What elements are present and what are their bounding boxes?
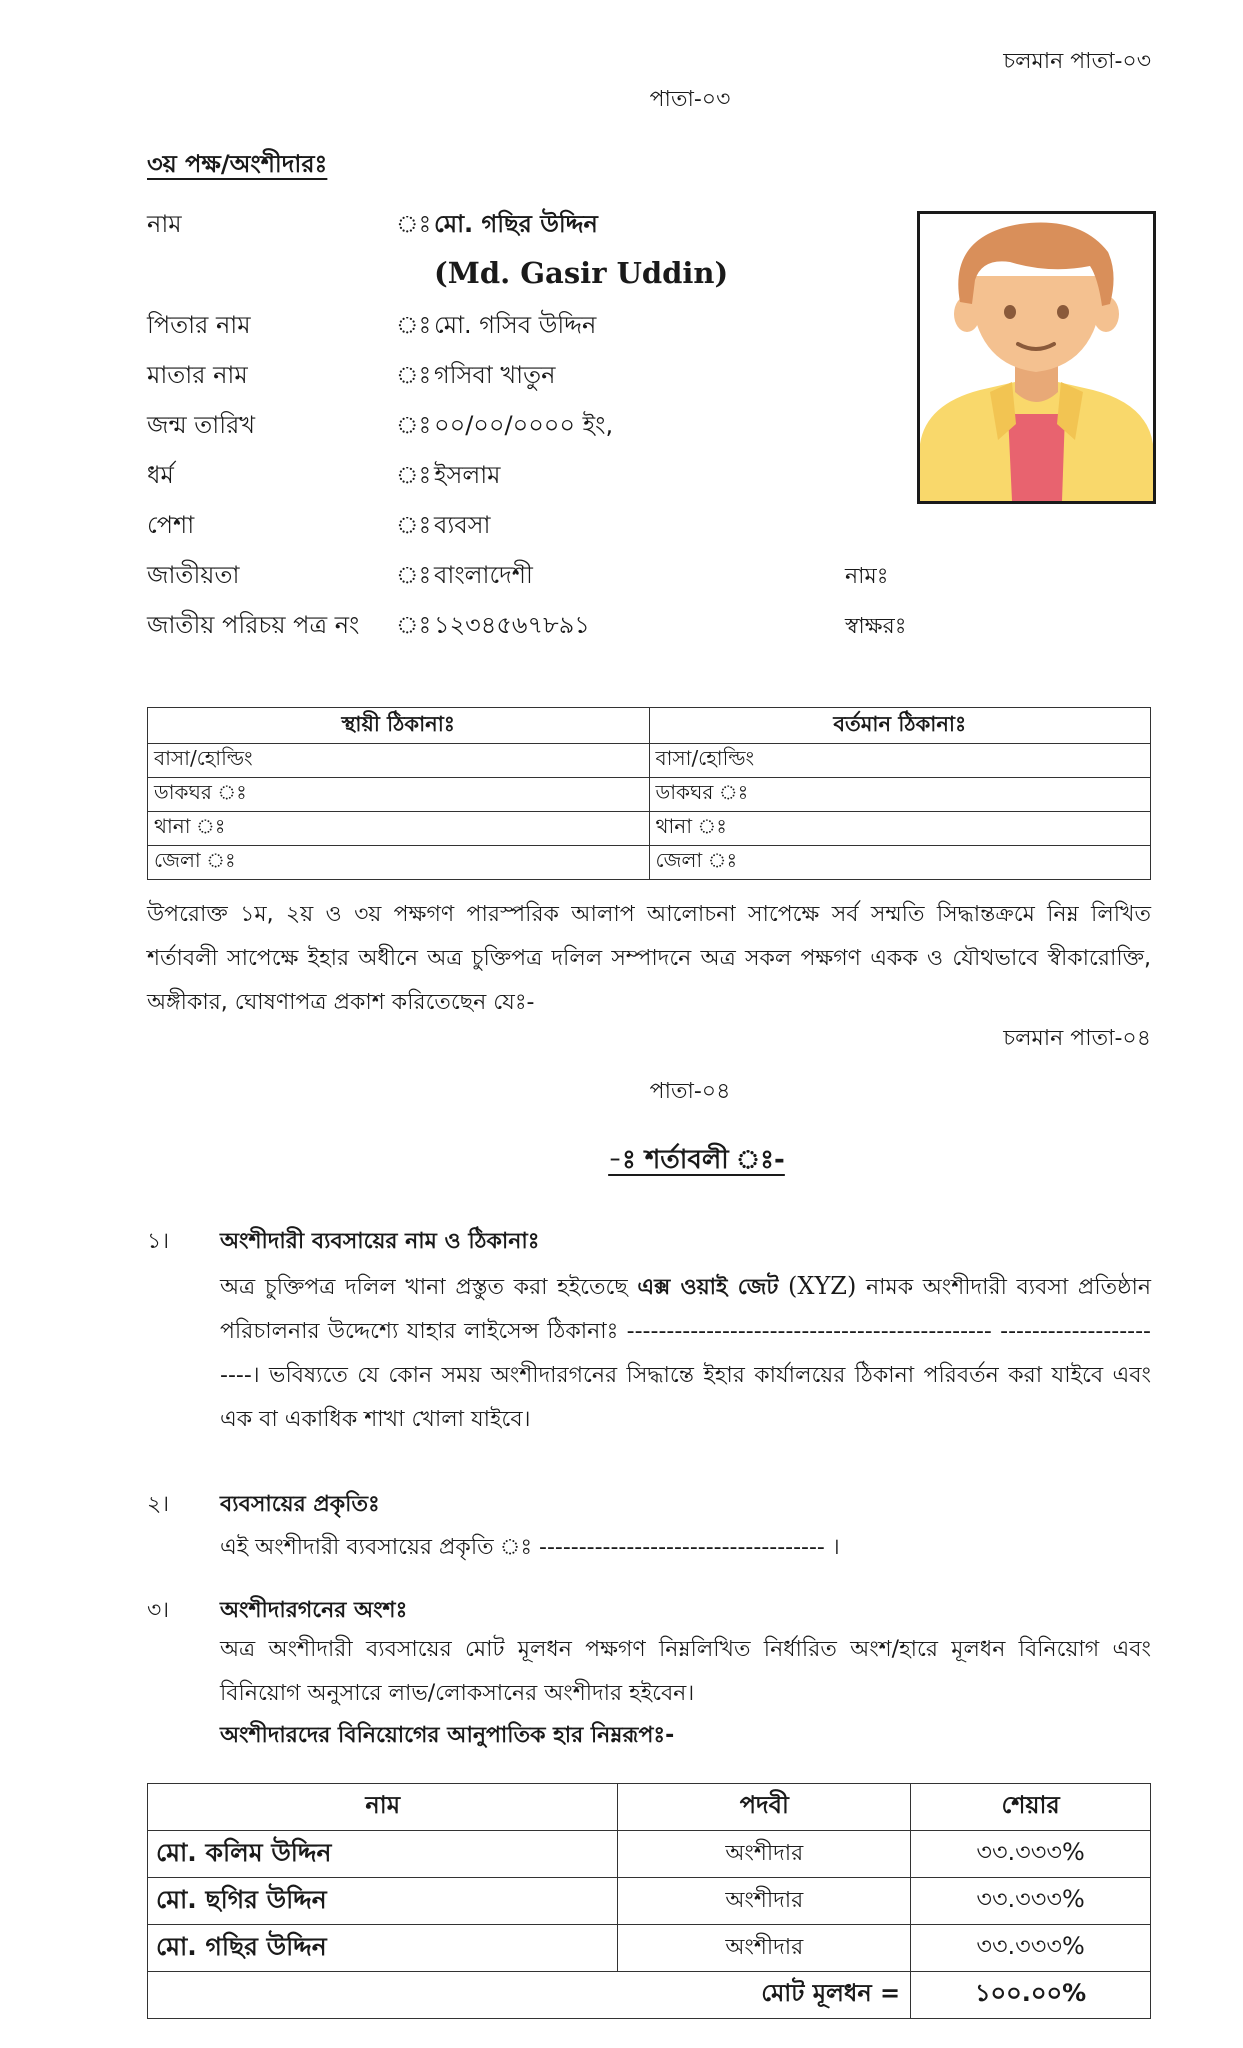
field-label-name: নাম	[147, 210, 182, 238]
total-capital-value: ১০০.০০%	[911, 1972, 1151, 2019]
signature-label: স্বাক্ষরঃ	[845, 614, 907, 639]
avatar-illustration-icon	[920, 214, 1153, 501]
clause-text: অত্র চুক্তিপত্র দলিল খানা প্রস্তুত করা হইতেছে	[220, 1275, 628, 1300]
clause-number: ১।	[147, 1229, 170, 1254]
partner-role: অংশীদার	[618, 1925, 911, 1972]
running-page-label: চলমান পাতা-০৩	[1003, 49, 1151, 74]
clause-body	[220, 1264, 1151, 1442]
clause-text: অত্র অংশীদারী ব্যবসায়ের মোট মূলধন পক্ষগণ নিম্নলিখিত নির্ধারিত অংশ/হারে মূলধন বিনিয়োগ এবং বিনিয়োগ অনুসারে লাভ/লোকসানের অংশীদার হইবেন।	[220, 1637, 1151, 1706]
address-cell: থানা ঃ	[649, 812, 1151, 846]
field-label-nationality: জাতীয়তা	[147, 561, 240, 589]
field-label-nid: জাতীয় পরিচয় পত্র নং	[147, 611, 360, 639]
field-colon: ঃ	[396, 361, 432, 389]
field-value-profession: ব্যবসা	[434, 511, 491, 539]
address-cell: থানা ঃ	[148, 812, 650, 846]
clause-number: ৩।	[147, 1598, 170, 1623]
field-label-dob: জন্ম তারিখ	[147, 411, 256, 439]
field-label-profession: পেশা	[147, 511, 195, 539]
clause-heading: অংশীদারগনের অংশঃ	[220, 1598, 408, 1623]
table-row	[148, 846, 1151, 880]
partner-name: মো. গছির উদ্দিন	[148, 1925, 618, 1972]
field-colon: ঃ	[396, 411, 432, 439]
field-value-dob: ০০/০০/০০০০ ইং,	[434, 411, 614, 439]
address-cell: ডাকঘর ঃ	[148, 778, 650, 812]
conditions-title: -ঃ শর্তাবলী ঃ-	[608, 1145, 785, 1175]
clause-heading: অংশীদারী ব্যবসায়ের নাম ও ঠিকানাঃ	[220, 1229, 540, 1254]
address-cell: ডাকঘর ঃ	[649, 778, 1151, 812]
total-capital-label: মোট মূলধন =	[148, 1972, 911, 2019]
field-label-father: পিতার নাম	[147, 311, 251, 339]
address-cell: জেলা ঃ	[649, 846, 1151, 880]
field-colon: ঃ	[396, 561, 432, 589]
page-number: পাতা-০৩	[649, 87, 731, 112]
english-name: (Md. Gasir Uddin)	[434, 256, 729, 290]
field-colon: ঃ	[396, 210, 432, 238]
company-name-english: (XYZ)	[788, 1272, 857, 1300]
clause-subheading: অংশীদারদের বিনিয়োগের আনুপাতিক হার নিম্নরূপঃ-	[220, 1723, 675, 1748]
table-row	[148, 1878, 1151, 1925]
field-value-nationality: বাংলাদেশী	[434, 561, 533, 589]
table-row	[148, 1925, 1151, 1972]
clause-text: নামক অংশীদারী ব্যবসা প্রতিষ্ঠান পরিচালনার উদ্দেশ্যে যাহার লাইসেন্স ঠিকানাঃ ---------------------------------------------- -----------------------। ভবিষ্যতে যে কোন সময় অংশীদারগনের সিদ্ধান্তে ইহার কার্যালয়ের ঠিকানা পরিবর্তন করা যাইবে এবং এক বা একাধিক শাখা খোলা যাইবে।	[220, 1275, 1151, 1432]
closing-paragraph: উপরোক্ত ১ম, ২য় ও ৩য় পক্ষগণ পারস্পরিক আলাপ আলোচনা সাপেক্ষে সর্ব সম্মতি সিদ্ধান্তক্রমে নিম্ন লিখিত শর্তাবলী সাপেক্ষে ইহার অধীনে অত্র চুক্তিপত্র দলিল সম্পাদনে অত্র সকল পক্ষগণ একক ও যৌথভাবে স্বীকারোক্তি, অঙ্গীকার, ঘোষণাপত্র প্রকাশ করিতেছেন যেঃ-	[147, 902, 1151, 1015]
sign-name-label: নামঃ	[845, 564, 889, 589]
table-row	[148, 812, 1151, 846]
field-value-mother: গসিবা খাতুন	[434, 361, 556, 389]
profile-photo	[917, 211, 1156, 504]
field-colon: ঃ	[396, 611, 432, 639]
partner-name: মো. ছগির উদ্দিন	[148, 1878, 618, 1925]
address-cell: জেলা ঃ	[148, 846, 650, 880]
partner-share: ৩৩.৩৩৩%	[911, 1831, 1151, 1878]
field-colon: ঃ	[396, 311, 432, 339]
partner-share: ৩৩.৩৩৩%	[911, 1878, 1151, 1925]
field-colon: ঃ	[396, 511, 432, 539]
table-row	[148, 778, 1151, 812]
table-row	[148, 744, 1151, 778]
address-cell: বাসা/হোল্ডিং	[649, 744, 1151, 778]
share-header-share: শেয়ার	[911, 1784, 1151, 1831]
field-value-father: মো. গসিব উদ্দিন	[434, 311, 597, 339]
address-header-permanent: স্থায়ী ঠিকানাঃ	[148, 708, 650, 744]
partner-role: অংশীদার	[618, 1831, 911, 1878]
field-value-name: মো. গছির উদ্দিন	[434, 210, 598, 238]
clause-heading: ব্যবসায়ের প্রকৃতিঃ	[220, 1492, 380, 1517]
field-value-religion: ইসলাম	[434, 461, 501, 489]
clause-text: এই অংশীদারী ব্যবসায়ের প্রকৃতি ঃ ------------------------------------ ।	[220, 1535, 840, 1560]
share-header-role: পদবী	[618, 1784, 911, 1831]
company-name: এক্স ওয়াই জেট	[637, 1275, 779, 1300]
section-title: ৩য় পক্ষ/অংশীদারঃ	[147, 150, 328, 178]
field-value-nid: ১২৩৪৫৬৭৮৯১	[434, 611, 590, 639]
table-row-total	[148, 1972, 1151, 2019]
field-colon: ঃ	[396, 461, 432, 489]
address-table	[147, 707, 1151, 880]
partner-share: ৩৩.৩৩৩%	[911, 1925, 1151, 1972]
partner-name: মো. কলিম উদ্দিন	[148, 1831, 618, 1878]
share-table	[147, 1783, 1151, 2019]
clause-number: ২।	[147, 1492, 170, 1517]
field-label-religion: ধর্ম	[147, 461, 174, 489]
address-cell: বাসা/হোল্ডিং	[148, 744, 650, 778]
address-header-present: বর্তমান ঠিকানাঃ	[649, 708, 1151, 744]
table-row	[148, 1831, 1151, 1878]
running-page-label: চলমান পাতা-০৪	[1003, 1026, 1151, 1051]
field-label-mother: মাতার নাম	[147, 361, 248, 389]
partner-role: অংশীদার	[618, 1878, 911, 1925]
page-number: পাতা-০৪	[649, 1079, 731, 1104]
share-header-name: নাম	[148, 1784, 618, 1831]
